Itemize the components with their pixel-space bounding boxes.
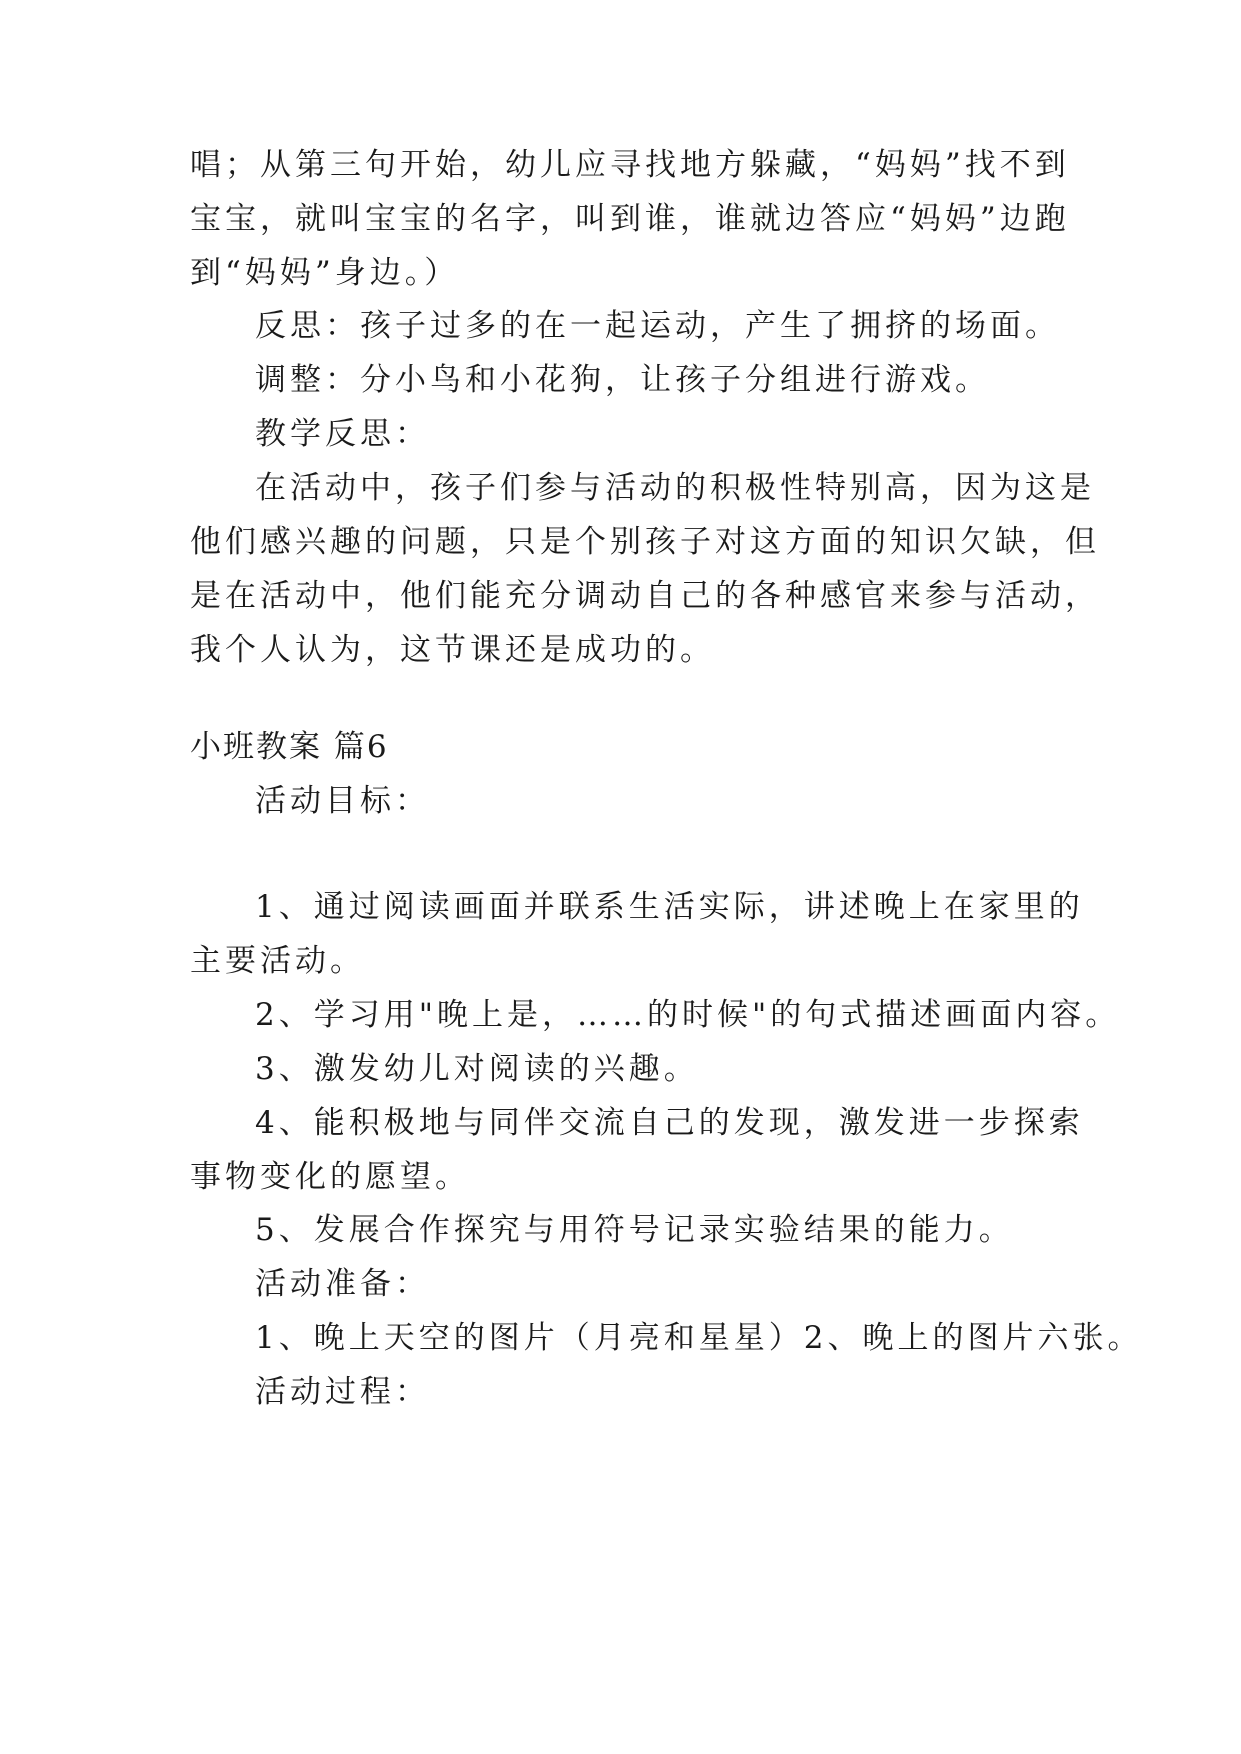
- goals-label: 活动目标：: [255, 783, 430, 819]
- goal-item: 4、能积极地与同伴交流自己的发现，激发进一步探索: [255, 1105, 1084, 1141]
- paragraph-line: 唱；从第三句开始，幼儿应寻找地方躲藏，“妈妈”找不到: [190, 147, 1070, 183]
- reflection-text: 反思：孩子过多的在一起运动，产生了拥挤的场面。: [255, 308, 1060, 344]
- paragraph-line: 到“妈妈”身边。）: [190, 255, 460, 291]
- goal-item-continued: 事物变化的愿望。: [190, 1159, 470, 1195]
- section-title: 小班教案 篇6: [190, 729, 389, 765]
- goal-item: 5、发展合作探究与用符号记录实验结果的能力。: [255, 1212, 1014, 1248]
- goal-item: 2、学习用"晚上是，……的时候"的句式描述画面内容。: [255, 997, 1121, 1033]
- paragraph-line: 是在活动中，他们能充分调动自己的各种感官来参与活动，: [190, 578, 1100, 614]
- paragraph-line: 在活动中，孩子们参与活动的积极性特别高，因为这是: [255, 470, 1095, 506]
- goal-item: 1、通过阅读画面并联系生活实际，讲述晚上在家里的: [255, 889, 1084, 925]
- teaching-reflection-label: 教学反思：: [255, 416, 430, 452]
- paragraph-line: 他们感兴趣的问题，只是个别孩子对这方面的知识欠缺，但: [190, 524, 1100, 560]
- goal-item-continued: 主要活动。: [190, 943, 365, 979]
- prep-item: 1、晚上天空的图片（月亮和星星）2、晚上的图片六张。: [255, 1320, 1143, 1356]
- prep-label: 活动准备：: [255, 1266, 430, 1302]
- process-label: 活动过程：: [255, 1374, 430, 1410]
- paragraph-line: 我个人认为，这节课还是成功的。: [190, 632, 715, 668]
- paragraph-line: 宝宝，就叫宝宝的名字，叫到谁，谁就边答应“妈妈”边跑: [190, 201, 1070, 237]
- goal-item: 3、激发幼儿对阅读的兴趣。: [255, 1051, 699, 1087]
- adjustment-text: 调整：分小鸟和小花狗，让孩子分组进行游戏。: [255, 362, 990, 398]
